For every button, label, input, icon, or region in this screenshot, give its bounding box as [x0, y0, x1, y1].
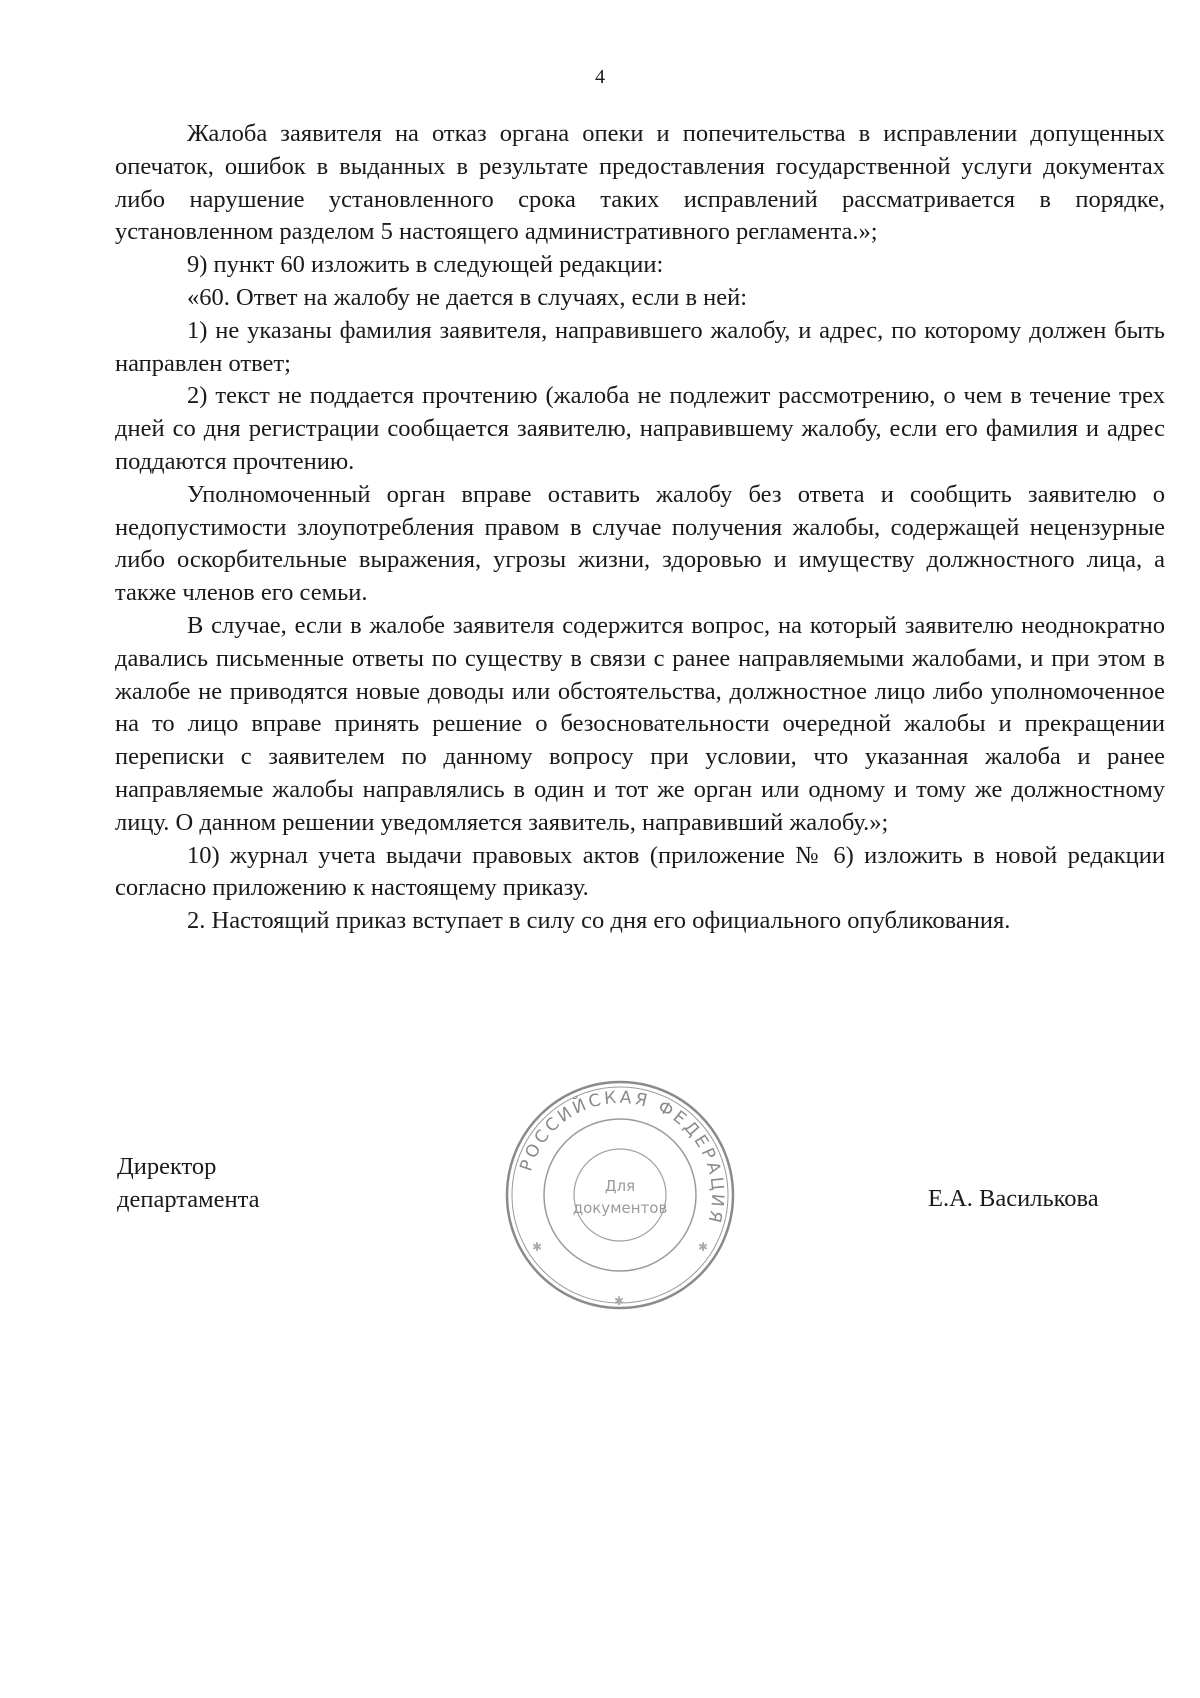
svg-text:✱: ✱	[532, 1240, 543, 1254]
seal-center-text: документов	[572, 1199, 668, 1217]
seal-center-text: Для	[604, 1177, 636, 1195]
page-number: 4	[595, 66, 605, 88]
paragraph: Уполномоченный орган вправе оставить жалобу без ответа и сообщить заявителю о недопустимости злоупотребления правом в случае получения жалобы, содержащей нецензурные либо оскорбительные выражения, угрозы жизни, здоровью и имуществу должностного лица, а также членов его семьи.	[115, 480, 1165, 607]
signature-title-line: департамента	[117, 1186, 260, 1213]
svg-text:✱: ✱	[698, 1240, 709, 1254]
paragraph: 2. Настоящий приказ вступает в силу со дня его официального опубликования.	[187, 907, 1011, 935]
paragraph: Жалоба заявителя на отказ органа опеки и попечительства в исправлении допущенных опечаток, ошибок в выданных в результате предоставления государственной услуги документах либо нарушение установленного срока таких исправлений рассматривается в порядке, установленном разделом 5 настоящего административного регламента.»;	[115, 120, 1165, 246]
seal-outer-text: РОССИЙСКАЯ ФЕДЕРАЦИЯ	[516, 1087, 728, 1228]
seal-icon	[500, 1075, 740, 1315]
signature-title	[117, 1150, 260, 1216]
paragraph: 1) не указаны фамилия заявителя, направившего жалобу, и адрес, по которому должен быть направлен ответ;	[115, 316, 1165, 377]
paragraph: 2) текст не поддается прочтению (жалоба не подлежит рассмотрению, о чем в течение трех дней со дня регистрации сообщается заявителю, направившему жалобу, если его фамилия и адрес поддаются прочтению.	[115, 382, 1165, 475]
document-body	[115, 118, 1165, 938]
paragraph: 9) пункт 60 изложить в следующей редакции:	[187, 251, 664, 279]
svg-text:✱: ✱	[614, 1294, 625, 1308]
paragraph: «60. Ответ на жалобу не дается в случаях, если в ней:	[187, 283, 748, 311]
signature-name: Е.А. Василькова	[928, 1185, 1099, 1212]
official-seal-stamp	[500, 1075, 740, 1315]
paragraph: 10) журнал учета выдачи правовых актов (приложение № 6) изложить в новой редакции согласно приложению к настоящему приказу.	[115, 841, 1165, 902]
paragraph: В случае, если в жалобе заявителя содержится вопрос, на который заявителю неоднократно давались письменные ответы по существу в связи с ранее направляемыми жалобами, и при этом в жалобе не приводятся новые доводы или обстоятельства, должностное лицо либо уполномоченное на то лицо вправе принять решение о безосновательности очередной жалобы и прекращении переписки с заявителем по данному вопросу при условии, что указанная жалоба и ранее направляемые жалобы направлялись в один и тот же орган или одному и тому же должностному лицу. О данном решении уведомляется заявитель, направивший жалобу.»;	[115, 611, 1165, 836]
signature-title-line: Директор	[117, 1153, 217, 1180]
